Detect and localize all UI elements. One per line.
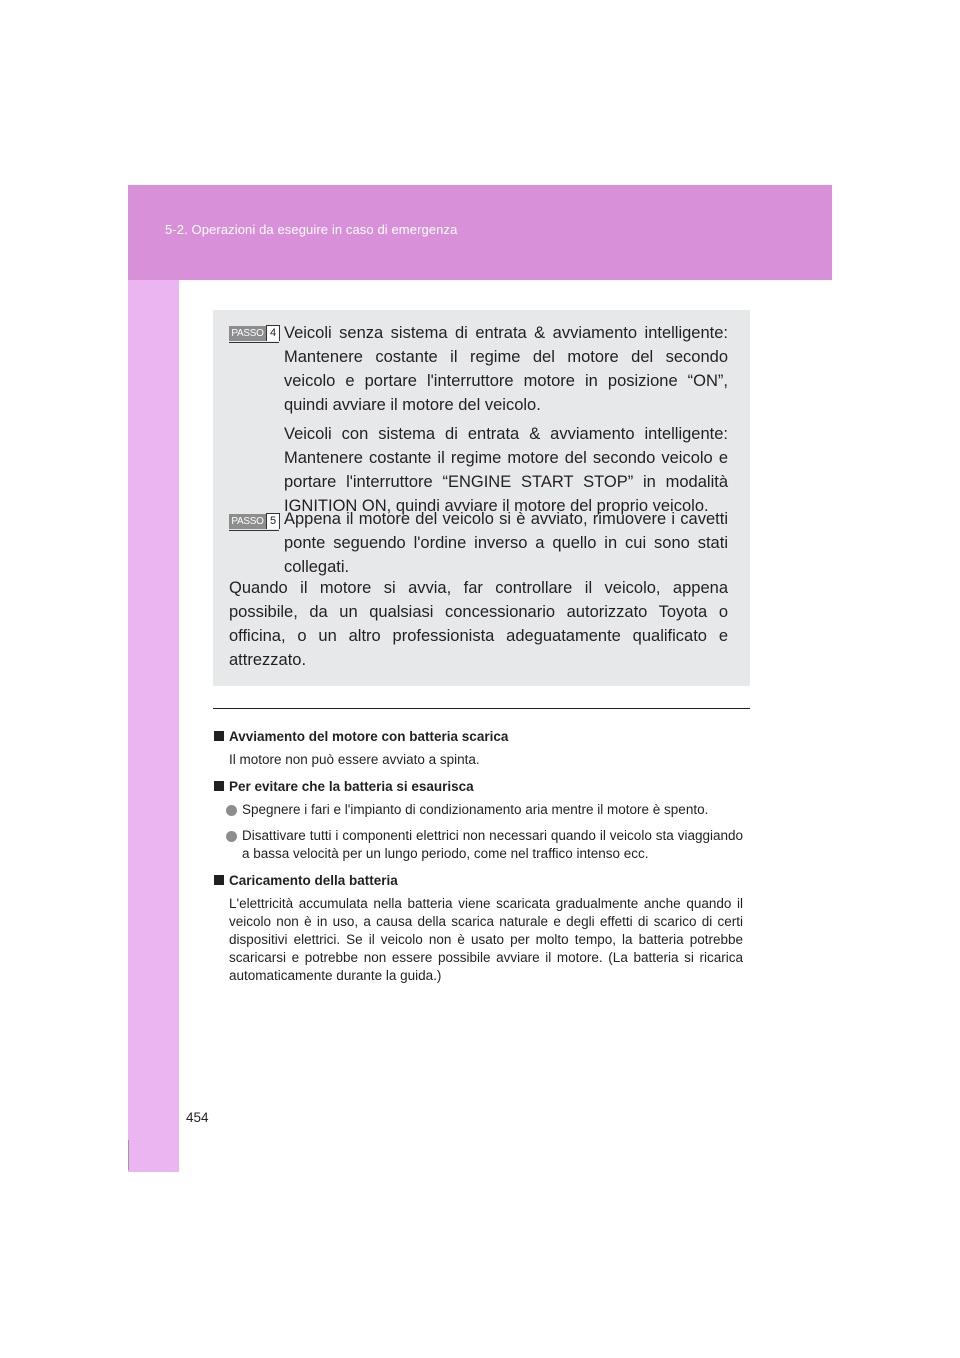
square-bullet-icon: [214, 731, 224, 741]
note-heading: [213, 871, 743, 890]
notes-section: [213, 727, 743, 993]
procedure-box: [213, 310, 750, 686]
step-badge: [229, 323, 279, 343]
note-bullet-text: Disattivare tutti i componenti elettrici non necessari quando il veicolo sta viaggiando a bassa velocità per un lungo periodo, come nel traffico intenso ecc.: [242, 828, 743, 861]
step-number: 4: [266, 325, 280, 341]
divider: [213, 708, 750, 709]
note-heading-text: Caricamento della batteria: [229, 873, 398, 888]
note-bullet: [213, 827, 743, 863]
section-title: 5-2. Operazioni da eseguire in caso di emergenza: [165, 222, 458, 237]
note-heading-text: Avviamento del motore con batteria scarica: [229, 729, 509, 744]
step-5-paragraph: Appena il motore del veicolo si è avviato, rimuovere i cavetti ponte seguendo l'ordine inverso a quello in cui sono stati collegati.: [284, 510, 728, 576]
step-4-paragraph-1: Veicoli senza sistema di entrata & avviamento intelligente: Mantenere costante il regime del motore del secondo veicolo e portare l'interruttore motore in posizione “ON”, quindi avviare il motore del veicolo.: [284, 324, 728, 414]
page-number: 454: [186, 1110, 209, 1125]
sidebar-band: [128, 280, 179, 1172]
step-badge-label: PASSO: [229, 326, 266, 341]
step-number: 5: [266, 513, 280, 529]
closing-paragraph: Quando il motore si avvia, far controllare il veicolo, appena possibile, da un qualsiasi concessionario autorizzato Toyota o officina, o un altro professionista adeguatamente qualificato e attrezzato.: [229, 579, 728, 669]
note-text: L'elettricità accumulata nella batteria viene scaricata gradualmente anche quando il veicolo non è in uso, a causa della scarica naturale e degli effetti di scarico di certi dispositivi elettrici. Se il veicolo non è usato per molto tempo, la batteria potrebbe scaricarsi e potrebbe non essere possibile avviare il motore. (La batteria si ricarica automaticamente durante la guida.): [229, 896, 743, 983]
step-badge-label: PASSO: [229, 514, 266, 529]
step-4-paragraph-2: Veicoli con sistema di entrata & avviamento intelligente: Mantenere costante il regime motore del secondo veicolo e portare l'interruttore “ENGINE START STOP” in modalità IGNITION ON, quindi avviare il motore del proprio veicolo.: [284, 425, 728, 515]
note-heading: [213, 727, 743, 746]
note-bullet: [213, 801, 743, 819]
crop-mark: [128, 1140, 129, 1170]
square-bullet-icon: [214, 875, 224, 885]
square-bullet-icon: [214, 781, 224, 791]
step-badge: [229, 511, 279, 531]
note-bullet-text: Spegnere i fari e l'impianto di condizionamento aria mentre il motore è spento.: [242, 802, 709, 817]
circle-bullet-icon: [226, 805, 237, 816]
note-text: Il motore non può essere avviato a spinta.: [229, 752, 480, 767]
note-heading: [213, 777, 743, 796]
circle-bullet-icon: [226, 831, 237, 842]
note-heading-text: Per evitare che la batteria si esaurisca: [229, 779, 474, 794]
